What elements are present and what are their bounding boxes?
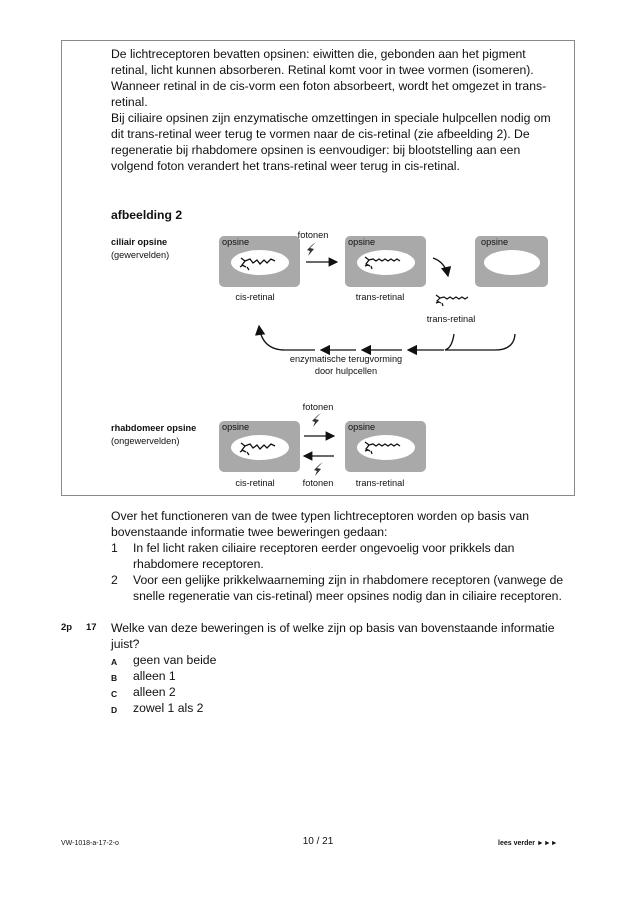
statement-1 bbox=[111, 540, 571, 572]
option-a[interactable] bbox=[111, 652, 571, 668]
enzymatic-label-line2: door hulpcellen bbox=[314, 366, 378, 376]
rhabdomeric-sublabel: (ongewervelden) bbox=[111, 436, 180, 446]
exam-code: VW-1018-a-17-2-o bbox=[61, 840, 119, 847]
opsin-label: opsine bbox=[222, 237, 250, 247]
question-block bbox=[111, 620, 571, 716]
lightning-icon bbox=[312, 413, 321, 427]
option-letter: B bbox=[111, 673, 118, 683]
rhabdomeric-photon-label-top: fotonen bbox=[302, 402, 334, 412]
option-text: alleen 1 bbox=[133, 669, 176, 683]
question-number: 17 bbox=[86, 622, 97, 633]
option-d[interactable] bbox=[111, 700, 571, 716]
opsin-label: opsine bbox=[348, 422, 376, 432]
statement-2 bbox=[111, 572, 571, 604]
option-c[interactable] bbox=[111, 684, 571, 700]
rhabdomeric-photon-label-bottom: fotonen bbox=[302, 478, 334, 488]
statement-number: 2 bbox=[111, 573, 118, 587]
statements-section bbox=[111, 508, 571, 604]
rhabdomeric-cis-label: cis-retinal bbox=[235, 478, 275, 488]
figure-title: afbeelding 2 bbox=[111, 208, 183, 222]
regeneration-curve-right bbox=[445, 334, 515, 350]
opsin-label: opsine bbox=[222, 422, 250, 432]
option-b[interactable] bbox=[111, 668, 571, 684]
ciliary-cis-label: cis-retinal bbox=[235, 292, 275, 302]
option-letter: A bbox=[111, 657, 118, 667]
lightning-icon bbox=[307, 242, 316, 256]
enzymatic-label-line1: enzymatische terugvorming bbox=[289, 354, 403, 364]
statement-text: Voor een gelijke prikkelwaarneming zijn in rhabdomere receptoren (vanwege de snelle regeneratie van cis-retinal) meer opsines nodig dan in ciliaire receptoren. bbox=[133, 573, 564, 603]
lightning-icon bbox=[314, 462, 323, 476]
option-letter: C bbox=[111, 689, 118, 699]
opsin-label: opsine bbox=[348, 237, 376, 247]
ciliary-photon-label: fotonen bbox=[297, 230, 329, 240]
next-page-hint: lees verder ►►► bbox=[498, 840, 558, 847]
option-text: geen van beide bbox=[133, 653, 217, 667]
option-letter: D bbox=[111, 705, 118, 715]
question-points: 2p bbox=[61, 622, 73, 633]
statements-intro: Over het functioneren van de twee typen lichtreceptoren worden op basis van bovenstaande informatie twee beweringen gedaan: bbox=[111, 509, 530, 539]
release-arrow bbox=[433, 258, 448, 276]
option-text: alleen 2 bbox=[133, 685, 176, 699]
free-trans-retinal-icon bbox=[436, 295, 468, 306]
statement-number: 1 bbox=[111, 541, 118, 555]
rhabdomeric-label: rhabdomeer opsine bbox=[111, 423, 197, 433]
regeneration-curve-left bbox=[259, 326, 315, 350]
ciliary-free-trans-label: trans-retinal bbox=[426, 314, 476, 324]
page-number: 10 / 21 bbox=[302, 836, 334, 847]
ciliary-trans-label: trans-retinal bbox=[355, 292, 405, 302]
question-text: Welke van deze beweringen is of welke zijn op basis van bovenstaande informatie juist? bbox=[111, 621, 555, 651]
intro-paragraph-2: Bij ciliaire opsinen zijn enzymatische omzettingen in speciale hulpcellen nodig om dit trans-retinal weer terug te vormen naar de cis-retinal (zie afbeelding 2). De regeneratie bij rhabdomere opsinen is eenvoudiger: bij blootstelling aan een volgend foton verandert het trans-retinal weer terug in cis-retinal. bbox=[111, 111, 551, 173]
opsin-label: opsine bbox=[481, 237, 509, 247]
option-text: zowel 1 als 2 bbox=[133, 701, 204, 715]
statement-text: In fel licht raken ciliaire receptoren eerder ongevoelig voor prikkels dan rhabdomere receptoren. bbox=[133, 541, 515, 571]
ciliary-label: ciliair opsine bbox=[111, 237, 168, 247]
rhabdomeric-trans-label: trans-retinal bbox=[355, 478, 405, 488]
ciliary-sublabel: (gewervelden) bbox=[111, 250, 170, 260]
intro-paragraph-1: De lichtreceptoren bevatten opsinen: eiwitten die, gebonden aan het pigment retinal, licht kunnen absorberen. Retinal komt voor in twee vormen (isomeren). Wanneer retinal in de cis-vorm een foton absorbeert, wordt het omgezet in trans-retinal. bbox=[111, 47, 547, 109]
